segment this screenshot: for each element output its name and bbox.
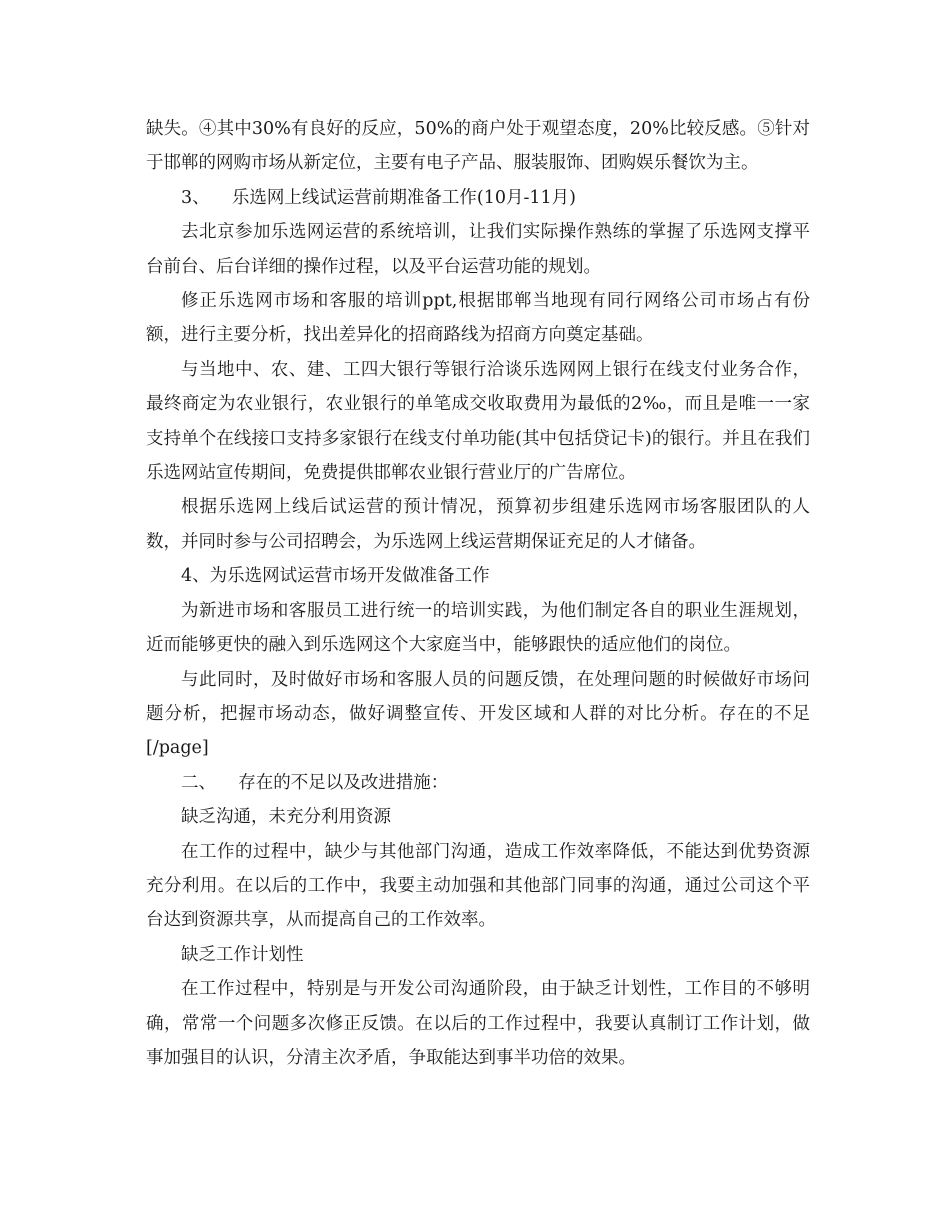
paragraph-5: 与当地中、农、建、工四大银行等银行洽谈乐选网网上银行在线支付业务合作，最终商定为农业银行，农业银行的单笔成交收取费用为最低的2‰，而且是唯一一家支持单个在线接口支持多家银行在线支付单功能(其中包括贷记卡)的银行。并且在我们乐选网站宣传期间，免费提供邯郸农业银行营业厅的广告席位。 <box>146 359 810 484</box>
paragraph-8: 为新进市场和客服员工进行统一的培训实践，为他们制定各自的职业生涯规划，近而能够更快的融入到乐选网这个大家庭当中，能够跟快的适应他们的岗位。 <box>146 600 810 656</box>
section-heading-2: 二、 存在的不足以及改进措施： <box>181 772 449 793</box>
paragraph-12: 在工作的过程中，缺少与其他部门沟通，造成工作效率降低，不能达到优势资源充分利用。在以后的工作中，我要主动加强和其他部门同事的沟通，通过公司这个平台达到资源共享，从而提高自己的工作效率。 <box>146 841 810 931</box>
paragraph-14: 在工作过程中，特别是与开发公司沟通阶段，由于缺乏计划性，工作目的不够明确，常常一个问题多次修正反馈。在以后的工作过程中，我要认真制订工作计划，做事加强目的认识，分清主次矛盾，争取能达到事半功倍的效果。 <box>146 979 810 1068</box>
paragraph-9: 与此同时，及时做好市场和客服人员的问题反馈，在处理问题的时候做好市场问题分析，把握市场动态，做好调整宣传、开发区域和人群的对比分析。存在的不足[/page] <box>146 669 810 759</box>
subheading-planning: 缺乏工作计划性 <box>181 944 304 965</box>
section-heading-3: 3、 乐选网上线试运营前期准备工作(10月-11月) <box>181 187 576 208</box>
paragraph-6: 根据乐选网上线后试运营的预计情况，预算初步组建乐选网市场客服团队的人数，并同时参与公司招聘会，为乐选网上线运营期保证充足的人才储备。 <box>146 497 810 552</box>
paragraph-4: 修正乐选网市场和客服的培训ppt,根据邯郸当地现有同行网络公司市场占有份额，进行主要分析，找出差异化的招商路线为招商方向奠定基础。 <box>146 291 810 346</box>
document-body <box>146 112 810 1075</box>
paragraph-1: 缺失。④其中30%有良好的反应，50%的商户处于观望态度，20%比较反感。⑤针对于邯郸的网购市场从新定位，主要有电子产品、服装服饰、团购娱乐餐饮为主。 <box>146 119 810 174</box>
section-heading-4: 4、为乐选网试运营市场开发做准备工作 <box>181 566 490 587</box>
subheading-communication: 缺乏沟通，未充分利用资源 <box>181 807 391 828</box>
paragraph-3: 去北京参加乐选网运营的系统培训，让我们实际操作熟练的掌握了乐选网支撑平台前台、后台详细的操作过程，以及平台运营功能的规划。 <box>146 222 810 277</box>
